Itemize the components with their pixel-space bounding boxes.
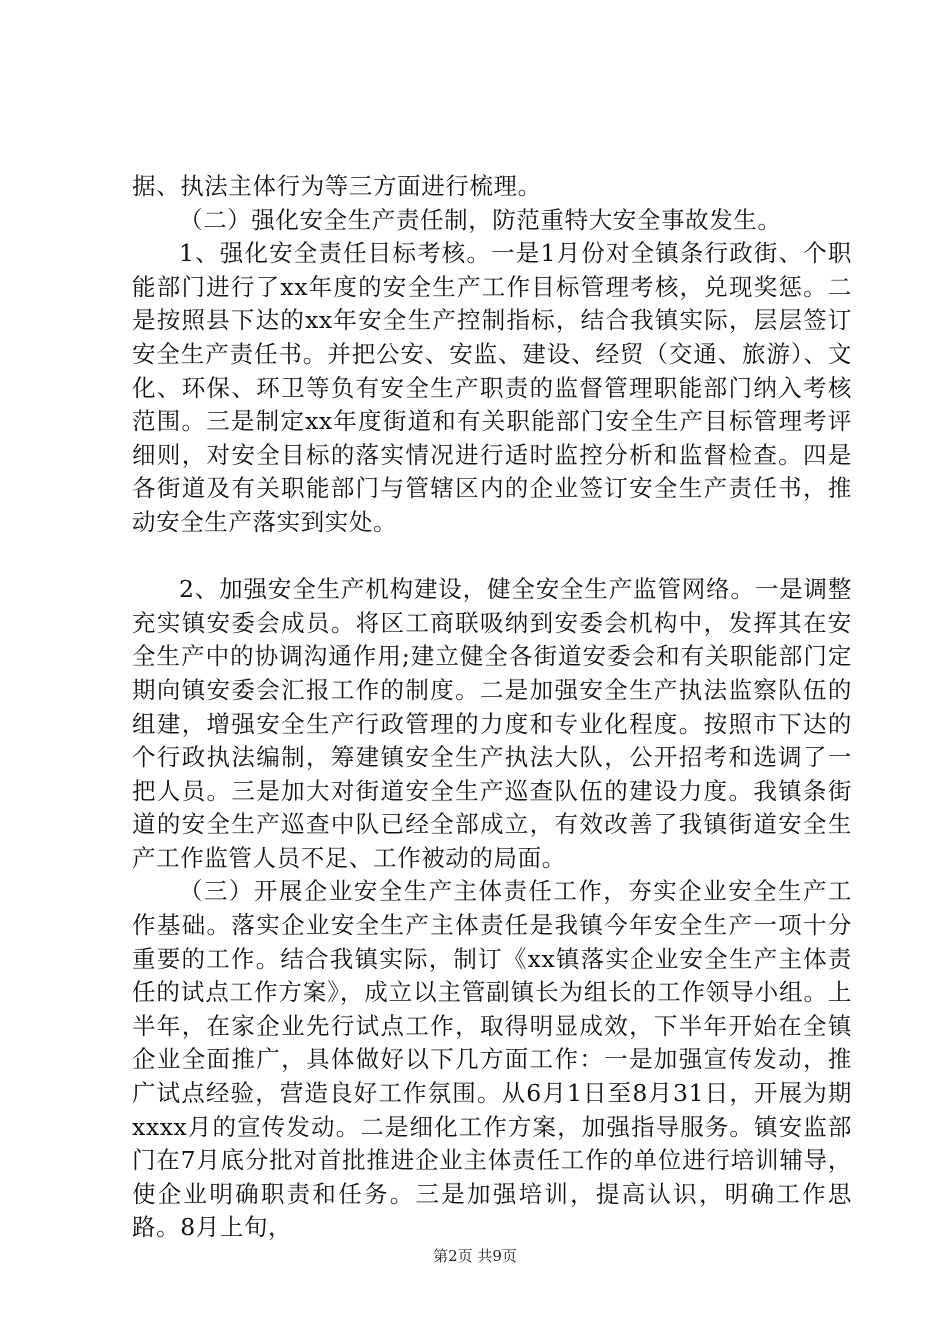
paragraph-continuation: 据、执法主体行为等三方面进行梳理。 <box>132 172 542 200</box>
paragraph-item-1: 1、强化安全责任目标考核。一是1月份对全镇条行政街、个职能部门进行了xx年度的安全生产工作目标管理考核，兑现奖惩。二是按照县下达的xx年安全生产控制指标，结合我镇实际，层层签订安全生产责任书。并把公安、安监、建设、经贸（交通、旅游）、文化、环保、环卫等负有安全生产职责的监督管理职能部门纳入考核范围。三是制定xx年度街道和有关职能部门安全生产目标管理考评细则，对安全目标的落实情况进行适时监控分析和监督检查。四是各街道及有关职能部门与管辖区内的企业签订安全生产责任书，推动安全生产落实到实处。 <box>132 239 852 536</box>
paragraph-section-3: （三）开展企业安全生产主体责任工作，夯实企业安全生产工作基础。落实企业安全生产主体责任是我镇今年安全生产一项十分重要的工作。结合我镇实际，制订《xx镇落实企业安全生产主体责任的试点工作方案》，成立以主管副镇长为组长的工作领导小组。上半年，在家企业先行试点工作，取得明显成效，下半年开始在全镇企业全面推广，具体做好以下几方面工作：一是加强宣传发动，推广试点经验，营造良好工作氛围。从6月1日至8月31日，开展为期xxxx月的宣传发动。二是细化工作方案，加强指导服务。镇安监部门在7月底分批对首批推进企业主体责任工作的单位进行培训辅导，使企业明确职责和任务。三是加强培训，提高认识，明确工作思路。8月上旬， <box>132 877 852 1242</box>
page-number-footer: 第2页 共9页 <box>433 1247 517 1265</box>
document-body <box>132 170 852 1245</box>
paragraph-section-2: （二）强化安全生产责任制，防范重特大安全事故发生。 <box>179 205 782 234</box>
paragraph-item-2: 2、加强安全生产机构建设，健全安全生产监管网络。一是调整充实镇安委会成员。将区工商联吸纳到安委会机构中，发挥其在安全生产中的协调沟通作用;建立健全各街道安委会和有关职能部门定期向镇安委会汇报工作的制度。二是加强安全生产执法监察队伍的组建，增强安全生产行政管理的力度和专业化程度。按照市下达的个行政执法编制，筹建镇安全生产执法大队，公开招考和选调了一把人员。三是加大对街道安全生产巡查队伍的建设力度。我镇条街道的安全生产巡查中队已经全部成立，有效改善了我镇街道安全生产工作监管人员不足、工作被动的局面。 <box>132 575 852 872</box>
paragraph-spacer <box>132 540 852 574</box>
